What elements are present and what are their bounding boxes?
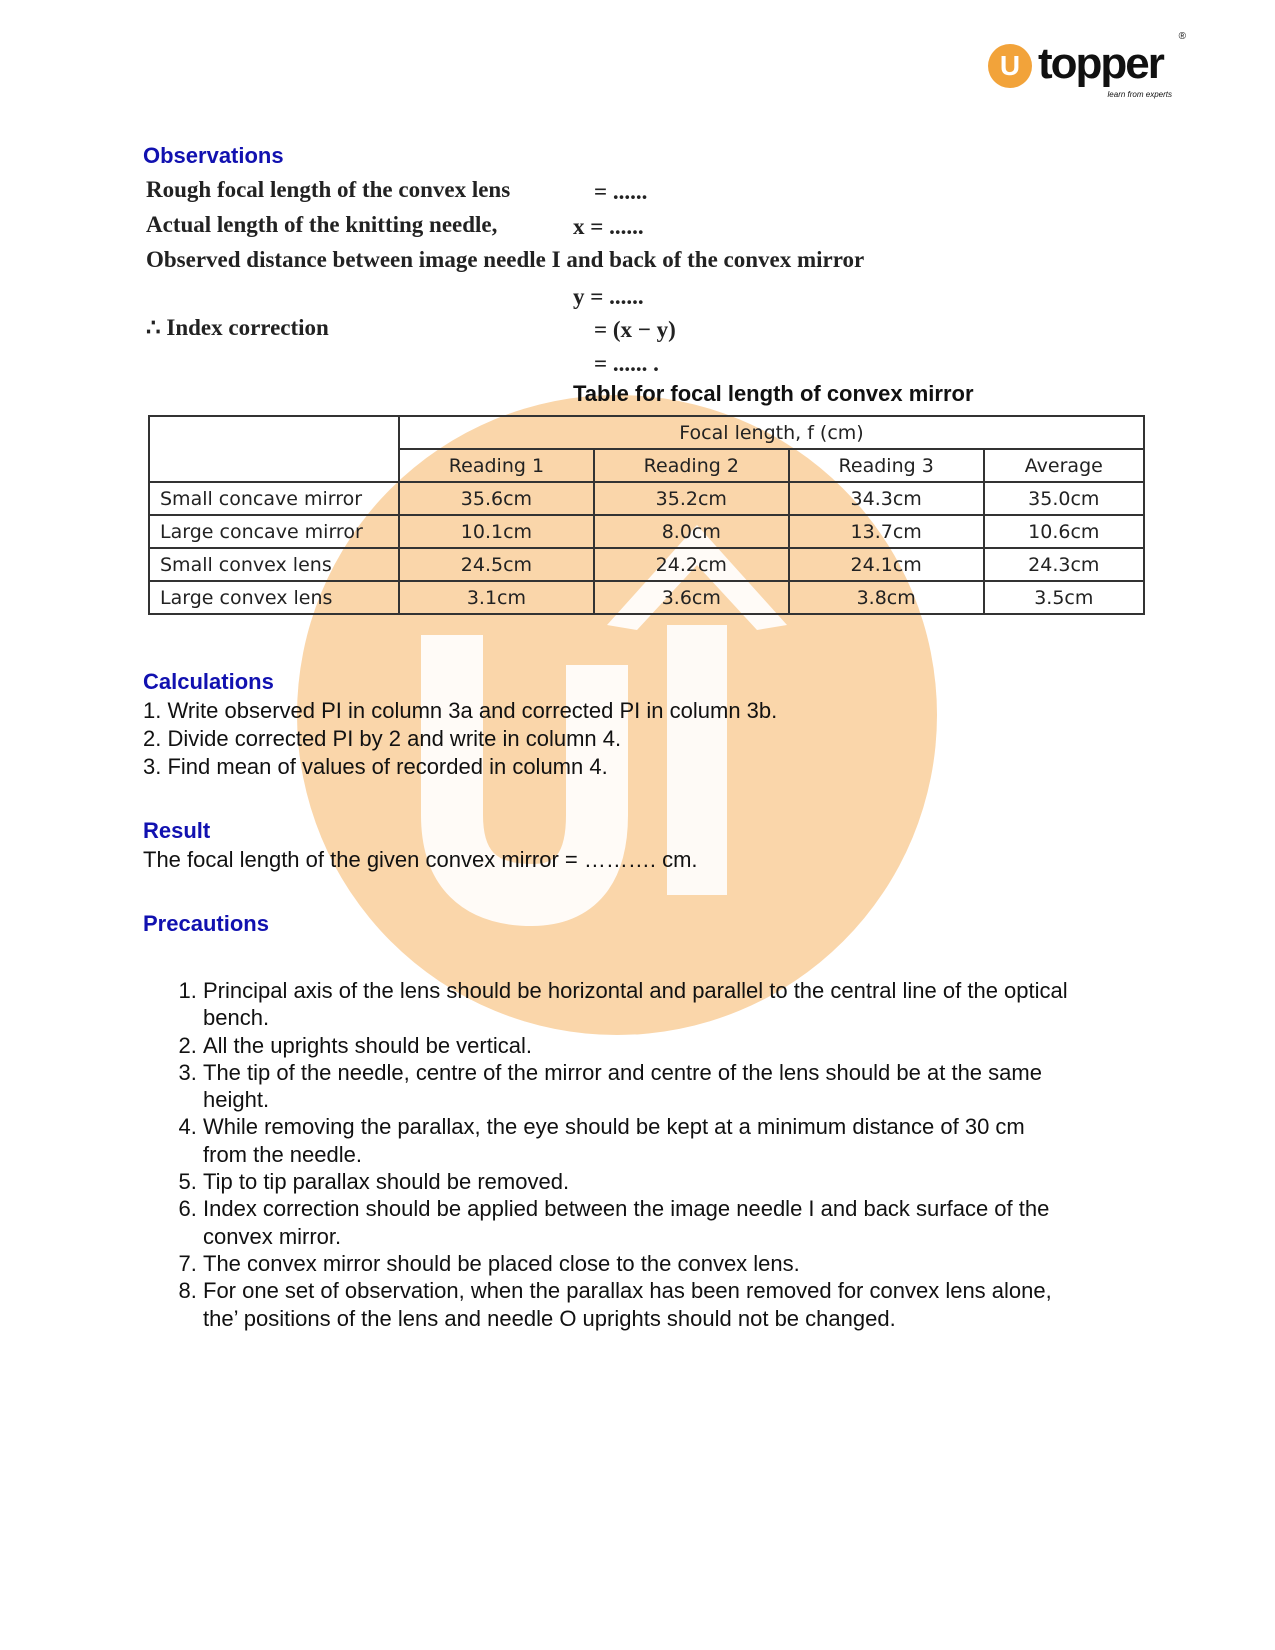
cell: 24.1cm [789,548,984,581]
list-item: 1. Principal axis of the lens should be horizontal and parallel to the central line of the optical bench. [203,977,1073,1032]
needle-length-label: Actual length of the knitting needle, [146,212,498,237]
cell: 3.6cm [594,581,789,614]
cell: 8.0cm [594,515,789,548]
row-label: Small convex lens [149,548,399,581]
calculation-step: 1. Write observed PI in column 3a and corrected PI in column 3b. [143,698,778,723]
rough-focal-value: = ...... [594,179,648,204]
row-label: Small concave mirror [149,482,399,515]
column-header: Reading 2 [594,449,789,482]
needle-length-value: x = ...... [573,214,644,239]
result-text: The focal length of the given convex mirror = ………. cm. [143,847,698,872]
cell: 10.1cm [399,515,594,548]
result-heading: Result [143,818,211,843]
focal-length-table [148,415,1145,615]
logo-brand: topper [1038,39,1163,88]
rough-focal-label: Rough focal length of the convex lens [146,177,511,202]
column-header: Average [984,449,1144,482]
row-label: Large concave mirror [149,515,399,548]
list-item: 5. Tip to tip parallax should be removed. [203,1168,1073,1195]
logo-tagline: learn from experts [1107,90,1172,99]
group-header: Focal length, f (cm) [399,416,1144,449]
index-correction-value: = ...... . [594,351,659,376]
observations-heading: Observations [143,143,284,168]
table-row [149,515,1144,548]
list-item: 4. While removing the parallax, the eye should be kept at a minimum distance of 30 cm from the needle. [203,1113,1073,1168]
cell: 13.7cm [789,515,984,548]
cell: 34.3cm [789,482,984,515]
calculation-step: 3. Find mean of values of recorded in column 4. [143,754,608,779]
list-item: 8. For one set of observation, when the parallax has been removed for convex lens alone, the’ positions of the lens and needle O uprights should not be changed. [203,1277,1073,1332]
cell: 3.8cm [789,581,984,614]
logo-mark: U [988,44,1032,88]
registered-mark: ® [1178,31,1186,42]
row-label: Large convex lens [149,581,399,614]
precautions-heading: Precautions [143,911,269,936]
table-row [149,548,1144,581]
cell: 3.1cm [399,581,594,614]
observed-distance-label: Observed distance between image needle I and back of the convex mirror [146,247,865,272]
cell: 24.5cm [399,548,594,581]
cell: 10.6cm [984,515,1144,548]
cell: 35.6cm [399,482,594,515]
list-item: 6. Index correction should be applied between the image needle I and back surface of the convex mirror. [203,1195,1073,1250]
index-correction-formula: = (x − y) [594,317,676,342]
column-header: Reading 3 [789,449,984,482]
table-title: Table for focal length of convex mirror [573,381,974,406]
observed-distance-value: y = ...... [573,284,644,309]
calculation-step: 2. Divide corrected PI by 2 and write in column 4. [143,726,622,751]
cell: 35.2cm [594,482,789,515]
cell: 24.2cm [594,548,789,581]
empty-header-cell [149,416,399,482]
cell: 3.5cm [984,581,1144,614]
table-row [149,581,1144,614]
cell: 35.0cm [984,482,1144,515]
list-item: 7. The convex mirror should be placed close to the convex lens. [203,1250,1073,1277]
index-correction-label: ∴ Index correction [146,315,329,340]
calculations-heading: Calculations [143,669,274,694]
topper-logo [988,31,1186,104]
list-item: 2. All the uprights should be vertical. [203,1032,1073,1059]
precautions-list [160,977,1073,1332]
table-row [149,482,1144,515]
column-header: Reading 1 [399,449,594,482]
list-item: 3. The tip of the needle, centre of the mirror and centre of the lens should be at the same height. [203,1059,1073,1114]
cell: 24.3cm [984,548,1144,581]
